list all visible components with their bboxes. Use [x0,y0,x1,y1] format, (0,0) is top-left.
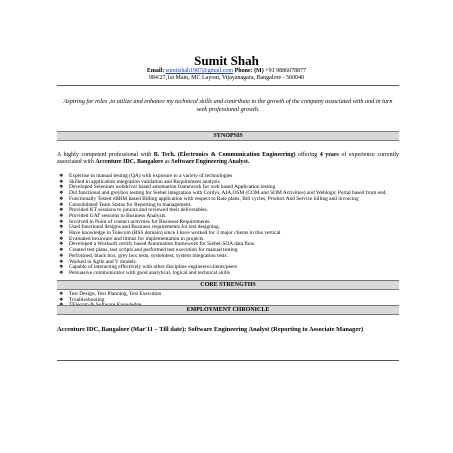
list-item-text: Persuasive communicator with good analytical, logical and technical skills [69,269,230,276]
list-item-text: Performed, black box, grey box tests, systemtest, system integration tests . [69,252,230,259]
list-item-text: Test Design, Test Planning, Test Execution [69,291,162,297]
list-item-text: Created test plans, test scripts and performed test execution for manual testing [69,247,238,254]
list-item-text: Troubleshooting [69,296,105,303]
diamond-bullet-icon: ❖ [59,179,64,185]
list-item-text: Provided KT sessions to juniors and reviewed their deliverables. [69,207,208,214]
candidate-name: Sumit Shah [194,53,259,68]
summary-text: of experience currently associated with [57,152,399,165]
email-label: Email: [146,68,165,74]
diamond-bullet-icon: ❖ [59,253,64,259]
diamond-bullet-icon: ❖ [59,185,64,191]
footer-divider [57,360,399,361]
address-line: 984/27,1st Main, MC Layout, Vijayanagara, Bangalore - 560040 [148,75,305,81]
summary-role: Software Engineering Analyst. [171,159,250,165]
summary-degree: B. Tech. (Electronics & Communication Engineering) [153,152,296,158]
list-item-text: Have knowledge in Telecom (BSS domain) since I have worked for 3 major clients in this vertical [69,230,281,237]
list-item-text: Functionally Tested eBRM based Billing application with respect to Rate plans, Bill cycles, Product And Service billing and invoicing [69,195,359,202]
diamond-bullet-icon: ❖ [59,292,64,297]
phone-label: Phone: (M) [234,68,264,74]
core-strengths-header: CORE STRENGTHS [57,280,399,290]
email-link[interactable]: sumitshah1987@gmail.com [165,68,234,74]
diamond-bullet-icon: ❖ [59,297,64,303]
list-item-text: Involved in Point of contact activities for Business Requirements. [69,218,211,225]
diamond-bullet-icon: ❖ [59,248,64,254]
diamond-bullet-icon: ❖ [59,270,64,276]
diamond-bullet-icon: ❖ [59,236,64,242]
diamond-bullet-icon: ❖ [59,174,64,179]
list-item-text: Skilled in application integration validation and Requirement analysis [69,178,220,185]
summary-years: 4 years [319,152,339,158]
list-item-text: Expertise in manual testing (QA) with exposure to a variety of technologies [69,173,233,179]
diamond-bullet-icon: ❖ [59,265,64,271]
list-item-text: Provided UAT sessions to Business Analysts. [69,212,167,219]
summary-text: offering [295,152,320,158]
objective-statement: Aspiring for roles ,to utilize and enhance my technical skills and contribute to the growth of the company associated with and in turn seek professional growth. [63,98,393,113]
diamond-bullet-icon: ❖ [59,202,64,208]
list-item-text: Consolidated Team Status for Reporting to management. [69,201,192,208]
diamond-bullet-icon: ❖ [59,208,64,214]
contact-line [0,68,453,74]
list-item-text: Worked in Agile and V models. [69,258,137,265]
diamond-bullet-icon: ❖ [59,213,64,219]
employment-header: EMPLOYMENT CHRONICLE [57,305,399,315]
diamond-bullet-icon: ❖ [59,242,64,248]
diamond-bullet-icon: ❖ [59,219,64,225]
job-entry: Accenture IDC, Bangalore (Mar'11 – Till date): Software Engineering Analyst (Reporting to Associate Manager) [57,326,364,333]
phone-number: +91 9886078877 [265,68,307,74]
summary-company: Accenture IDC, Bangalore [95,159,164,165]
list-item-text: Evaluated hexaware and litmus for implementation in projects. [69,235,205,242]
diamond-bullet-icon: ❖ [59,196,64,202]
diamond-bullet-icon: ❖ [59,259,64,265]
list-item-text: Did functional and greybox testing for Siebel integration with Cordys, AIA,OSM (COM and SOM Activities) and Weblogic Portal based front end. [69,190,387,197]
synopsis-bullet [57,271,397,277]
diamond-bullet-icon: ❖ [59,191,64,197]
synopsis-header: SYNOPSIS [57,131,399,141]
synopsis-summary [57,152,399,166]
list-item-text: Developed a Worksoft certify based Automation framework for Siebel-SOA data flow. [69,241,256,248]
list-item-text: Capable of interacting effectively with other discipline engineers/clients/peers [69,264,238,271]
summary-text: A highly competent professional with [57,152,154,158]
diamond-bullet-icon: ❖ [59,231,64,237]
diamond-bullet-icon: ❖ [59,225,64,231]
summary-text: as [163,159,172,165]
list-item-text: Developed Selenium webdriver based automation framework for web based Application testing [69,184,276,191]
list-item-text: Used functional designs and Business requirements for test designing. [69,224,221,231]
synopsis-bullet-list [57,174,397,277]
header-divider [57,85,399,86]
